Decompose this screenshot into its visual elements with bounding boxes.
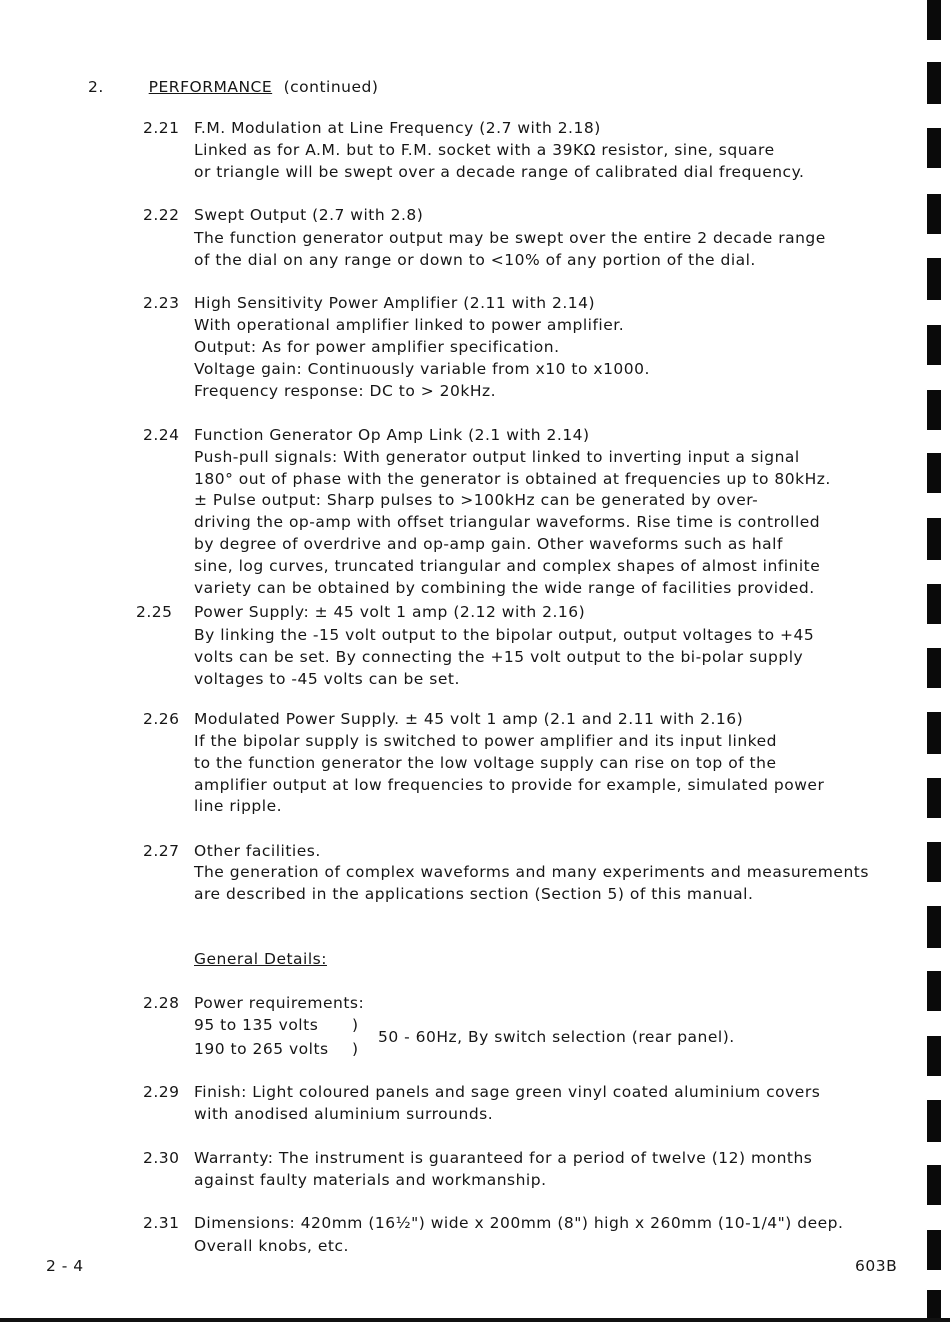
item-number: 2.31 <box>143 1214 180 1232</box>
item-line: Frequency response: DC to > 20kHz. <box>194 382 497 400</box>
item-title: Finish: Light coloured panels and sage green vinyl coated aluminium covers <box>194 1083 821 1101</box>
item-number: 2.29 <box>143 1083 180 1101</box>
item-number: 2.30 <box>143 1149 180 1167</box>
binding-mark <box>927 453 941 493</box>
item-line: Push-pull signals: With generator output linked to inverting input a signal <box>194 448 800 466</box>
binding-mark <box>927 1100 941 1142</box>
binding-mark <box>927 0 941 40</box>
section-number: 2. <box>88 78 104 96</box>
item-line: or triangle will be swept over a decade range of calibrated dial frequency. <box>194 163 805 181</box>
item-number: 2.25 <box>136 603 173 621</box>
item-number: 2.27 <box>143 842 180 860</box>
item-line: By linking the -15 volt output to the bipolar output, output voltages to +45 <box>194 626 815 644</box>
page-number: 2 - 4 <box>46 1257 84 1275</box>
item-line: The function generator output may be swept over the entire 2 decade range <box>194 229 826 247</box>
item-line: Linked as for A.M. but to F.M. socket with a 39KΩ resistor, sine, square <box>194 141 775 159</box>
item-line: to the function generator the low voltage supply can rise on top of the <box>194 754 777 772</box>
section-title-suffix: (continued) <box>283 78 379 96</box>
binding-mark <box>927 128 941 168</box>
binding-mark <box>927 62 941 104</box>
item-line: variety can be obtained by combining the wide range of facilities provided. <box>194 579 815 597</box>
document-code: 603B <box>855 1257 898 1275</box>
binding-mark <box>927 906 941 948</box>
item-line: amplifier output at low frequencies to provide for example, simulated power <box>194 776 825 794</box>
item-title: Dimensions: 420mm (16½") wide x 200mm (8") high x 260mm (10-1/4") deep. <box>194 1214 844 1232</box>
bracket: ) <box>352 1016 359 1034</box>
item-line: Output: As for power amplifier specification. <box>194 338 560 356</box>
item-line: If the bipolar supply is switched to power amplifier and its input linked <box>194 732 777 750</box>
item-line: 180° out of phase with the generator is obtained at frequencies up to 80kHz. <box>194 470 831 488</box>
item-number: 2.22 <box>143 206 180 224</box>
item-title: Power Supply: ± 45 volt 1 amp (2.12 with 2.16) <box>194 603 586 621</box>
section-heading <box>88 78 378 96</box>
item-title: Warranty: The instrument is guaranteed for a period of twelve (12) months <box>194 1149 813 1167</box>
binding-mark <box>927 584 941 624</box>
binding-mark <box>927 648 941 688</box>
item-line: volts can be set. By connecting the +15 volt output to the bi-polar supply <box>194 648 804 666</box>
binding-mark <box>927 1036 941 1076</box>
binding-mark <box>927 1165 941 1205</box>
binding-mark <box>927 971 941 1011</box>
binding-mark <box>927 1290 941 1320</box>
voltage-range-1: 95 to 135 volts <box>194 1016 319 1034</box>
binding-mark <box>927 518 941 560</box>
binding-mark <box>927 390 941 430</box>
item-number: 2.26 <box>143 710 180 728</box>
item-line: against faulty materials and workmanship. <box>194 1171 547 1189</box>
item-number: 2.24 <box>143 426 180 444</box>
general-details-heading: General Details: <box>194 950 327 968</box>
item-line: driving the op-amp with offset triangular waveforms. Rise time is controlled <box>194 513 821 531</box>
bracket: ) <box>352 1040 359 1058</box>
binding-mark <box>927 842 941 882</box>
binding-mark <box>927 258 941 300</box>
item-line: Overall knobs, etc. <box>194 1237 349 1255</box>
item-line: with anodised aluminium surrounds. <box>194 1105 494 1123</box>
item-line: ± Pulse output: Sharp pulses to >100kHz can be generated by over- <box>194 491 759 509</box>
item-line: sine, log curves, truncated triangular and complex shapes of almost infinite <box>194 557 821 575</box>
item-title: High Sensitivity Power Amplifier (2.11 with 2.14) <box>194 294 596 312</box>
item-title: Modulated Power Supply. ± 45 volt 1 amp (2.1 and 2.11 with 2.16) <box>194 710 744 728</box>
item-line: of the dial on any range or down to <10% of any portion of the dial. <box>194 251 756 269</box>
item-number: 2.28 <box>143 994 180 1012</box>
binding-mark <box>927 778 941 818</box>
item-line: Voltage gain: Continuously variable from x10 to x1000. <box>194 360 650 378</box>
item-title: Function Generator Op Amp Link (2.1 with 2.14) <box>194 426 590 444</box>
item-number: 2.23 <box>143 294 180 312</box>
item-line: voltages to -45 volts can be set. <box>194 670 460 688</box>
voltage-range-2: 190 to 265 volts <box>194 1040 329 1058</box>
item-title: Other facilities. <box>194 842 321 860</box>
item-line: With operational amplifier linked to power amplifier. <box>194 316 625 334</box>
binding-mark <box>927 712 941 754</box>
item-title: Power requirements: <box>194 994 365 1012</box>
binding-mark <box>927 1230 941 1270</box>
item-number: 2.21 <box>143 119 180 137</box>
binding-mark <box>927 325 941 365</box>
item-title: Swept Output (2.7 with 2.8) <box>194 206 424 224</box>
frequency-note: 50 - 60Hz, By switch selection (rear panel). <box>378 1028 735 1046</box>
item-title: F.M. Modulation at Line Frequency (2.7 with 2.18) <box>194 119 601 137</box>
binding-mark <box>927 194 941 234</box>
item-line: are described in the applications section (Section 5) of this manual. <box>194 885 754 903</box>
bottom-edge-rule <box>0 1318 950 1322</box>
item-line: line ripple. <box>194 797 283 815</box>
item-line: The generation of complex waveforms and many experiments and measurements <box>194 863 869 881</box>
item-line: by degree of overdrive and op-amp gain. Other waveforms such as half <box>194 535 783 553</box>
section-title: PERFORMANCE <box>148 78 273 96</box>
